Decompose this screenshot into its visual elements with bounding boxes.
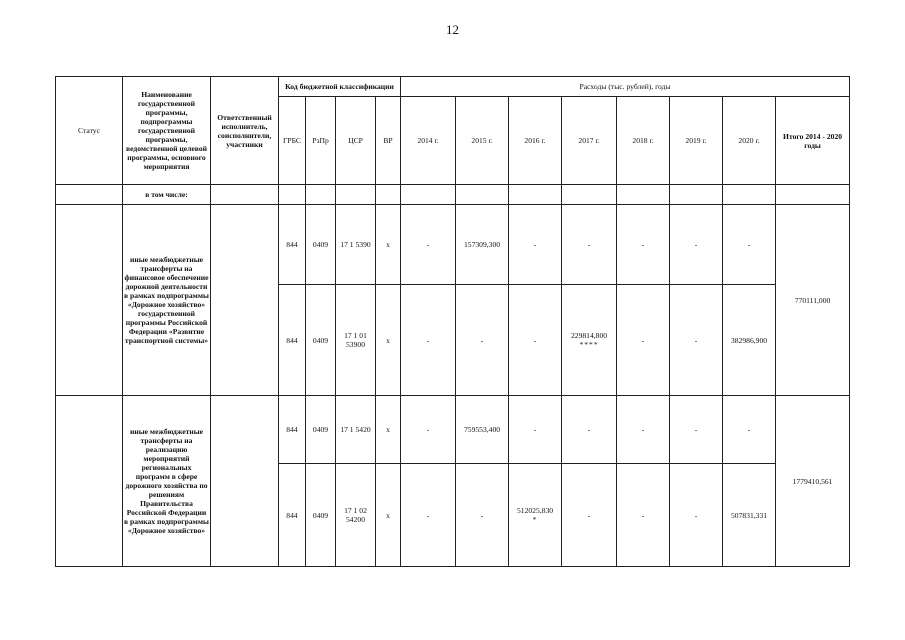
cell-rzpr: 0409 (306, 285, 336, 396)
cell-responsible (211, 396, 279, 567)
cell-vr: x (376, 464, 401, 567)
cell-2015: 759553,400 (456, 396, 509, 464)
cell-grbs: 844 (279, 396, 306, 464)
cell-2016: - (509, 205, 562, 285)
cell-2016: - (509, 396, 562, 464)
cell-rzpr: 0409 (306, 464, 336, 567)
cell-status (56, 396, 123, 567)
header-code-vr: ВР (376, 97, 401, 185)
cell-responsible (211, 205, 279, 396)
cell-2019: - (670, 285, 723, 396)
cell-2018: - (617, 205, 670, 285)
value-2017: 229814,800 (570, 331, 608, 340)
cell-2016: - (509, 285, 562, 396)
header-program-name: Наименование государственной программы, подпрограммы государственной программы, ведомственной целевой программы, основного мероприятия (123, 77, 211, 185)
cell-2014: - (401, 285, 456, 396)
value-2016: 512025,830 (516, 506, 554, 515)
table-row (56, 205, 850, 285)
footnote-mark: **** (579, 340, 599, 349)
cell-2014: - (401, 396, 456, 464)
cell-empty (56, 185, 123, 205)
cell-2017: - (562, 205, 617, 285)
cell-2020: - (723, 205, 776, 285)
including-label: в том числе: (123, 185, 211, 205)
cell-2015: - (456, 285, 509, 396)
group-total: 770111,000 (776, 205, 850, 396)
cell-vr: x (376, 285, 401, 396)
cell-2018: - (617, 285, 670, 396)
cell-2015: - (456, 464, 509, 567)
header-total: Итого 2014 - 2020 годы (776, 97, 850, 185)
header-year-2018: 2018 г. (617, 97, 670, 185)
header-year-2016: 2016 г. (509, 97, 562, 185)
header-code-rzpr: РзПр (306, 97, 336, 185)
cell-2019: - (670, 464, 723, 567)
header-code-grbs: ГРБС (279, 97, 306, 185)
footnote-mark: * (532, 515, 538, 524)
cell-2016 (509, 464, 562, 567)
cell-grbs: 844 (279, 285, 306, 396)
cell-2018: - (617, 396, 670, 464)
table-row (56, 396, 850, 464)
cell-rzpr: 0409 (306, 205, 336, 285)
cell-2015: 157309,300 (456, 205, 509, 285)
header-budget-code-group: Код бюджетной классификации (279, 77, 401, 97)
table-row-including (56, 185, 850, 205)
group-total: 1779410,561 (776, 396, 850, 567)
header-responsible: Ответственный исполнитель, соисполнители, участники (211, 77, 279, 185)
cell-vr: x (376, 205, 401, 285)
group-name: иные межбюджетные трансферты на финансовое обеспечение дорожной деятельности в рамках подпрограммы «Дорожное хозяйство» государственной программы Российской Федерации «Развитие транспортной системы» (123, 205, 211, 396)
cell-2020: 507831,331 (723, 464, 776, 567)
cell-grbs: 844 (279, 464, 306, 567)
budget-table (55, 76, 850, 567)
cell-grbs: 844 (279, 205, 306, 285)
cell-csr: 17 1 02 54200 (336, 464, 376, 567)
cell-2014: - (401, 205, 456, 285)
header-expenses-group: Расходы (тыс. рублей), годы (401, 77, 850, 97)
header-year-2019: 2019 г. (670, 97, 723, 185)
cell-2017 (562, 285, 617, 396)
cell-2018: - (617, 464, 670, 567)
cell-2017: - (562, 464, 617, 567)
header-year-2017: 2017 г. (562, 97, 617, 185)
cell-2017: - (562, 396, 617, 464)
cell-csr: 17 1 5420 (336, 396, 376, 464)
page-number: 12 (446, 22, 459, 37)
header-year-2020: 2020 г. (723, 97, 776, 185)
cell-2014: - (401, 464, 456, 567)
cell-2020: - (723, 396, 776, 464)
header-year-2014: 2014 г. (401, 97, 456, 185)
cell-2019: - (670, 205, 723, 285)
cell-csr: 17 1 5390 (336, 205, 376, 285)
cell-status (56, 205, 123, 396)
cell-2020: 382986,900 (723, 285, 776, 396)
header-status: Статус (56, 77, 123, 185)
cell-rzpr: 0409 (306, 396, 336, 464)
cell-csr: 17 1 01 53900 (336, 285, 376, 396)
group-name: иные межбюджетные трансферты на реализацию мероприятий региональных программ в сфере дорожного хозяйства по решениям Правительства Российской Федерации в рамках подпрограммы «Дорожное хозяйство» (123, 396, 211, 567)
cell-2019: - (670, 396, 723, 464)
header-code-csr: ЦСР (336, 97, 376, 185)
header-year-2015: 2015 г. (456, 97, 509, 185)
cell-vr: x (376, 396, 401, 464)
